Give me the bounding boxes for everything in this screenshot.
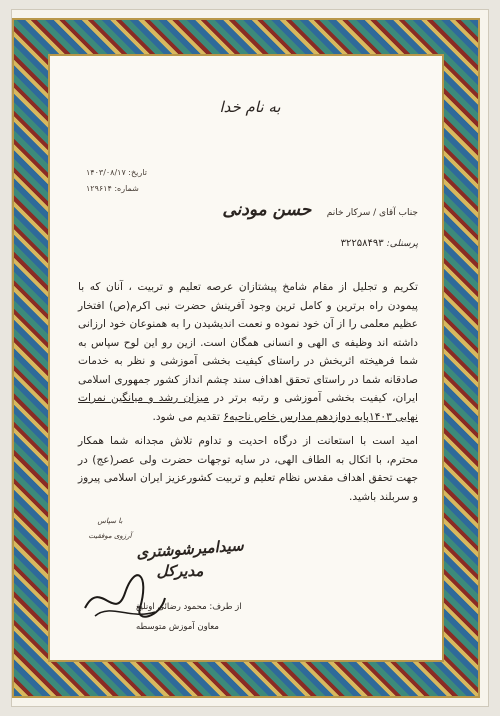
body-paragraph-2: امید است با استعانت از درگاه احدیت و تداوم تلاش مجدانه شما همکار محترم، با اتکال به الطاف الهی، در سایه توجهات حضرت ولی عصر(عج) در جهت تحقق اهداف مقدس نظام تعلیم و تربیت کشورعزیز ایران اسلامی پیروز و سربلند باشید. [78,435,418,503]
body-p1-end: تقدیم می شود. [152,410,220,423]
closing-wish: آرزوی موفقیت [88,532,132,540]
signature-role: مدیرکل [156,562,204,580]
personnel-label: پرسنلی: [386,239,418,249]
closing-thanks: با سپاس [97,517,123,525]
deputy-title: معاون آموزش متوسطه [136,622,219,632]
certificate-title: به نام خدا [219,98,281,116]
recipient-line [222,200,418,220]
body-p1-underlined: میزان رشد و میانگین نمرات نهایی ۱۴۰۳پایه دوازدهم مدارس خاص ناحیه۶ [78,392,418,423]
handwritten-signature [80,568,170,628]
document-number: شماره: ۱۲۹۶۱۴ [86,184,139,193]
recipient-name: حسن مودنی [222,200,312,220]
body-paragraph-1 [78,278,418,426]
body-p1-text: تکریم و تجلیل از مقام شامخ پیشتازان عرصه تعلیم و تربیت ، آنان که با پیمودن راه برترین و کامل ترین وجود آفرینش حضرت نبی اکرم(ص) افتخار عظیم معلمی را از آن خود نموده و نعمت اندیشیدن را به همنوعان خود ارزانی داشته اند وظیفه ی الهی و انسانی همگان است. ازین رو این لوح سپاس به شما فرهیخته اثربخش در راستای کیفیت بخشی آموزشی و نظر به خدمات صادقانه شما در راستای تحقق اهداف سند چشم انداز کشور جمهوری اسلامی ایران، کیفیت بخشی آموزشی و رتبه برتر در [78,281,418,404]
issue-date: تاریخ: ۱۴۰۳/۰۸/۱۷ [86,168,147,177]
recipient-prefix: جناب آقای / سرکار خانم [326,208,418,218]
personnel-number: ۳۲۲۵۸۴۹۳ [340,238,384,249]
personnel-line [341,238,418,249]
from-line: از طرف: محمود رضائی اونلیغ [136,602,242,612]
signature-name: سیدامیرشوشتری [135,536,245,562]
certificate-body [78,278,418,512]
